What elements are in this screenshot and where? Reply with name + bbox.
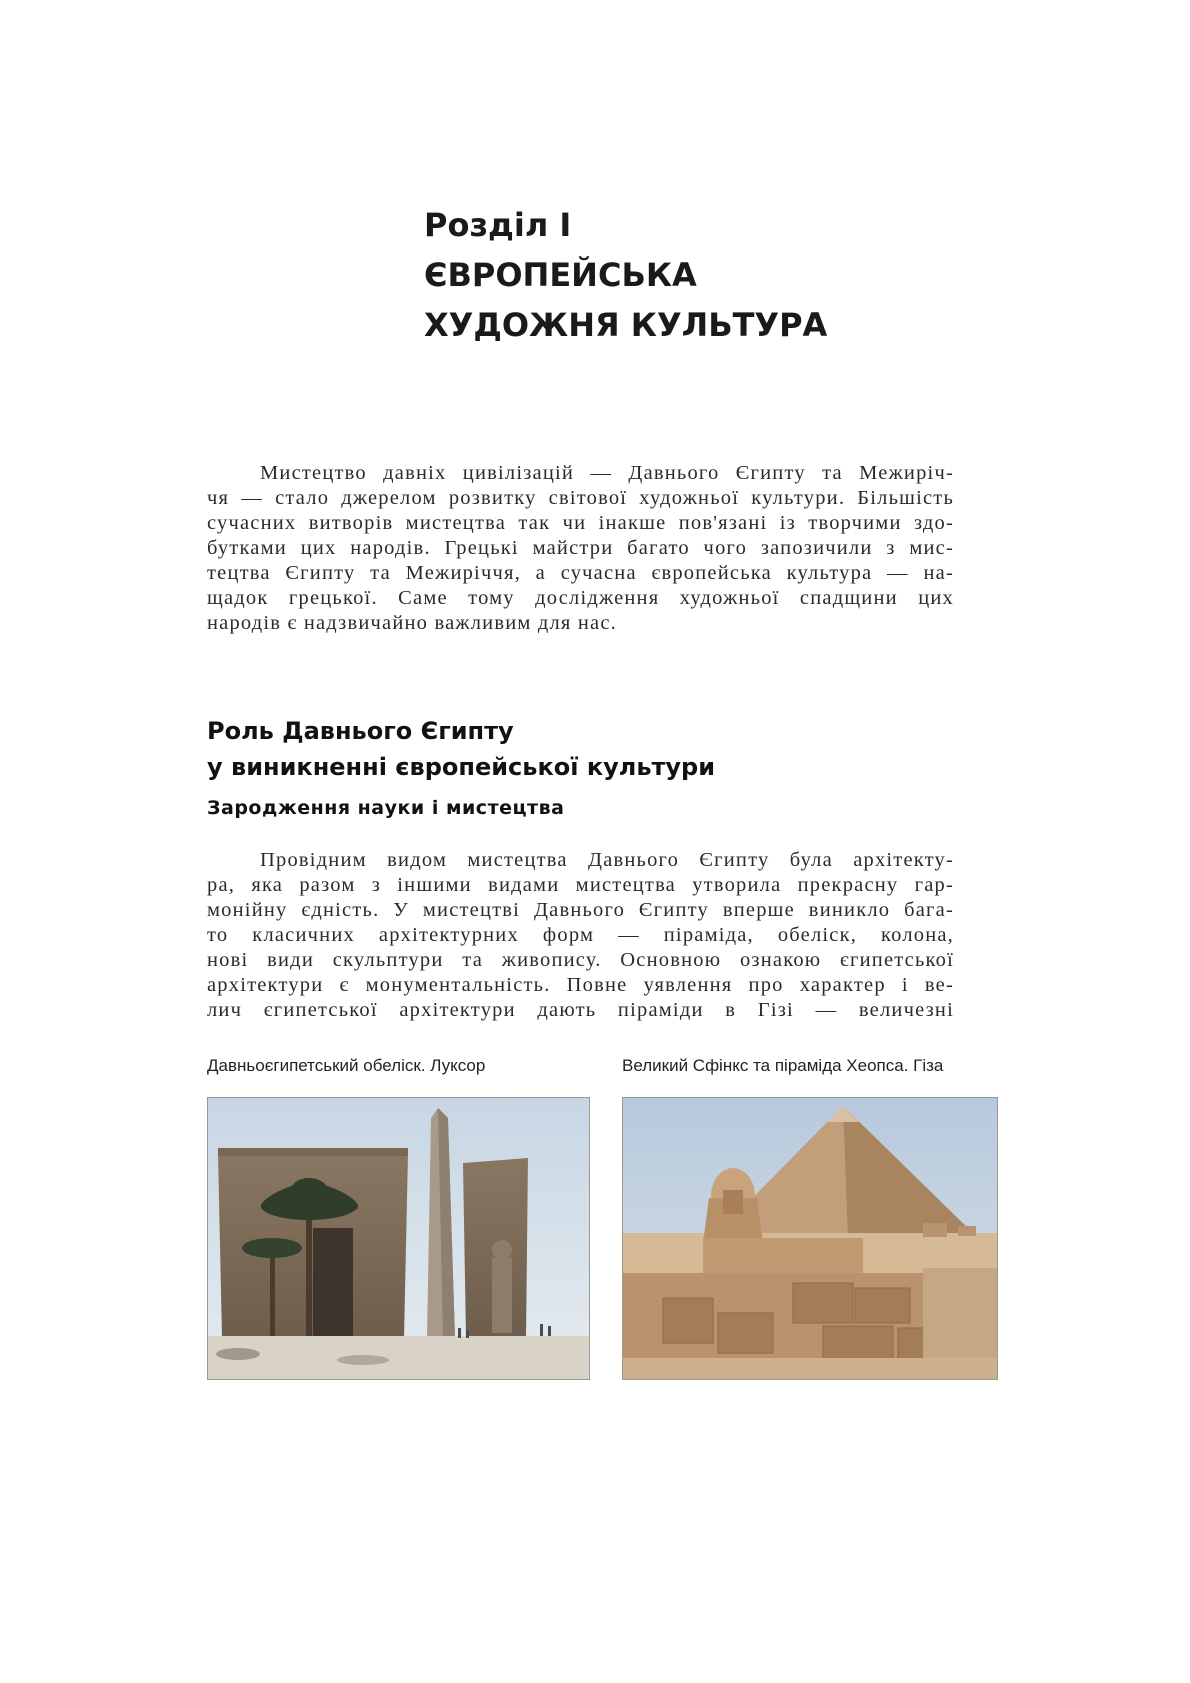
luxor-obelisk-photo [207,1097,590,1380]
body-line: лич єгипетської архітектури дають піраміди в Гізі — величезні [207,999,954,1021]
section-heading-line-2: у виникненні європейської культури [207,753,716,781]
intro-line: щадок грецької. Саме тому дослідження художньої спадщини цих [207,587,954,609]
intro-line: чя — стало джерелом розвитку світової художньої культури. Більшість [207,487,954,509]
sphinx-pyramid-photo [622,1097,998,1380]
chapter-title-line-1: ЄВРОПЕЙСЬКА [424,256,697,294]
chapter-heading [424,200,827,350]
chapter-title-line-2: ХУДОЖНЯ КУЛЬТУРА [424,306,828,344]
intro-line: народів є надзвичайно важливим для нас. [207,612,617,634]
section-heading-line-1: Роль Давнього Єгипту [207,717,514,745]
right-figure-caption: Великий Сфінкс та піраміда Хеопса. Гіза [622,1056,944,1075]
left-figure-caption: Давньоєгипетський обеліск. Луксор [207,1056,486,1075]
intro-line: тецтва Єгипту та Межиріччя, а сучасна європейська культура — на- [207,562,954,584]
body-line: монійну єдність. У мистецтві Давнього Єгипту вперше виникло бага- [207,899,954,921]
body-line: ра, яка разом з іншими видами мистецтва утворила прекрасну гар- [207,874,954,896]
body-line: то класичних архітектурних форм — піраміда, обеліск, колона, [207,924,954,946]
body-line: архітектури є монументальність. Повне уявлення про характер і ве- [207,974,954,996]
intro-paragraph [207,461,954,636]
body-line: Провідним видом мистецтва Давнього Єгипту була архітекту- [260,849,954,871]
body-paragraph [207,848,954,1023]
intro-line: сучасних витворів мистецтва так чи інакше пов'язані із творчими здо- [207,512,954,534]
intro-line: Мистецтво давніх цивілізацій — Давнього Єгипту та Межиріч- [260,462,954,484]
body-line: нові види скульптури та живопису. Основною ознакою єгипетської [207,949,954,971]
subsection-heading: Зародження науки і мистецтва [207,797,565,819]
section-heading [207,713,715,785]
chapter-number: Розділ І [424,206,572,244]
intro-line: бутками цих народів. Грецькі майстри багато чого запозичили з мис- [207,537,954,559]
